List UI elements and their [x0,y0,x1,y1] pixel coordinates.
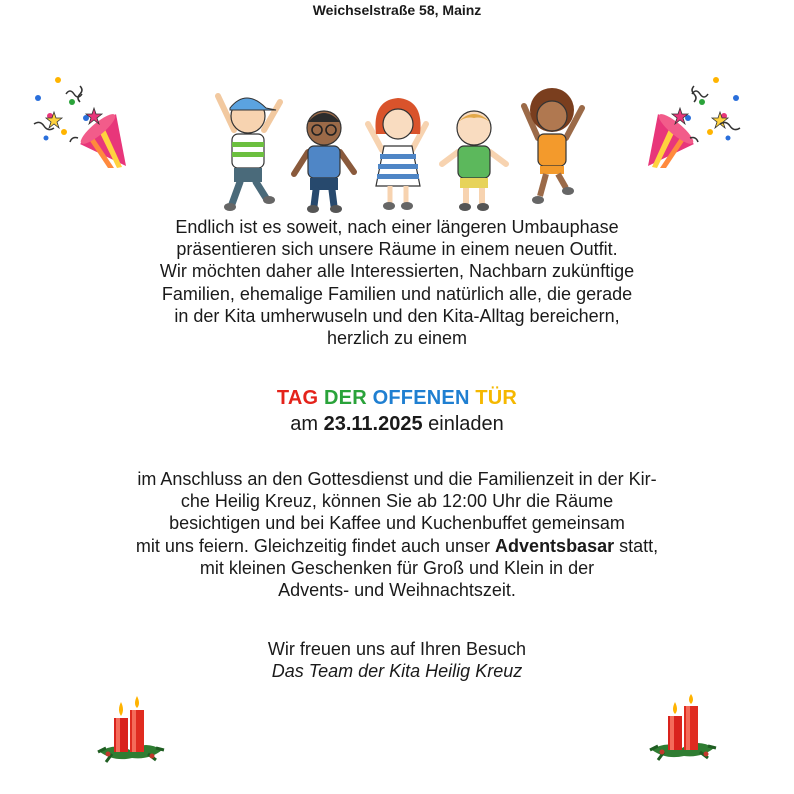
intro-paragraph [0,216,794,349]
details-line: che Heilig Kreuz, können Sie ab 12:00 Uhr die Räume [180,491,614,512]
intro-line: Wir möchten daher alle Interessierten, Nachbarn zukünftige [159,261,635,282]
details-line: mit kleinen Geschenken für Groß und Klein in der [199,557,595,578]
greeting: Wir freuen uns auf Ihren Besuch [267,639,527,659]
title-word: TÜR [475,387,518,409]
title-word: DER [324,387,367,409]
details-line: im Anschluss an den Gottesdienst und die Familienzeit in der Kir- [137,469,657,489]
intro-line: herzlich zu einem [326,328,468,349]
advent-bazaar-label: Adventsbasar [495,535,615,556]
date-suffix: einladen [428,413,504,435]
date-prefix: am [290,413,319,435]
details-line [0,535,794,557]
details-paragraph [0,468,794,601]
details-line: Advents- und Weihnachtszeit. [278,580,516,601]
event-title [0,386,794,410]
advent-candles-icon [648,694,718,764]
event-date-line [0,412,794,436]
advent-candles-icon [96,696,166,766]
party-popper-icon [28,72,132,172]
intro-line: in der Kita umherwuseln und den Kita-Alltag bereichern, [174,305,620,326]
title-word: OFFENEN [372,387,470,409]
cheering-children-illustration [196,86,602,214]
address-line: Weichselstraße 58, Mainz [312,2,482,18]
closing-block [0,638,794,682]
intro-line: Endlich ist es soweit, nach einer längeren Umbauphase [175,217,619,237]
details-line: besichtigen und bei Kaffee und Kuchenbuffet gemeinsam [169,513,625,534]
intro-line: präsentieren sich unsere Räume in einem neuen Outfit. [176,239,618,260]
details-text: mit uns feiern. Gleichzeitig findet auch unser [135,535,491,556]
intro-line: Familien, ehemalige Familien und natürlich alle, die gerade [161,283,633,304]
details-text: statt, [619,535,659,556]
party-popper-icon [642,72,746,172]
signature: Das Team der Kita Heilig Kreuz [271,661,523,682]
title-word: TAG [276,387,319,409]
event-date: 23.11.2025 [323,413,423,435]
